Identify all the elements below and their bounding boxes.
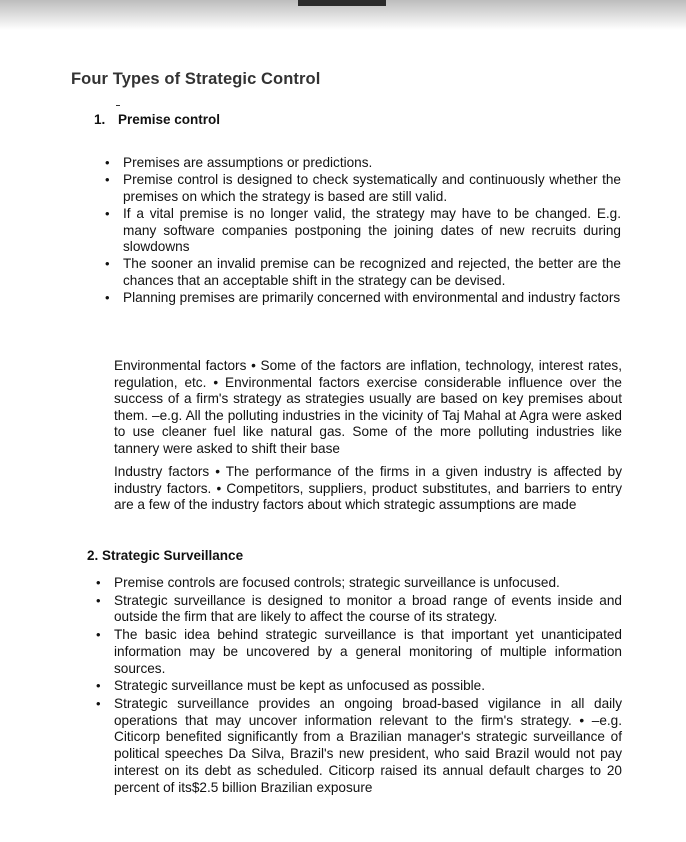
section-1-title: Premise control xyxy=(118,112,221,127)
list-item: • If a vital premise is no longer valid, the strategy may have to be changed. E.g. many software companies postponing the joining dates of new recruits during slowdowns xyxy=(105,205,621,255)
bullet-glyph: • xyxy=(105,256,110,272)
premise-control-bullets xyxy=(105,155,621,307)
bullet-glyph: • xyxy=(105,171,110,187)
bullet-glyph: • xyxy=(105,205,110,221)
list-item: • Premise control is designed to check systematically and continuously whether the premises on which the strategy is based are still valid. xyxy=(105,171,621,204)
list-item: • Premises are assumptions or predictions. xyxy=(105,155,373,170)
bullet-glyph: • xyxy=(105,290,110,306)
bullet-glyph: • xyxy=(96,592,101,608)
bullet-glyph: • xyxy=(96,678,101,694)
bullet-glyph: • xyxy=(96,626,101,642)
section-1-heading xyxy=(94,112,220,127)
bullet-glyph: • xyxy=(96,575,101,590)
stray-mark xyxy=(116,105,120,106)
list-item: • The basic idea behind strategic surveillance is that important yet unanticipated information may be uncovered by a general monitoring of multiple information sources. xyxy=(96,626,622,676)
section-2-heading: 2. Strategic Surveillance xyxy=(87,548,244,563)
list-item: • Strategic surveillance is designed to monitor a broad range of events inside and outside the firm that are likely to affect the course of its strategy. xyxy=(96,592,622,625)
document-title: Four Types of Strategic Control xyxy=(71,70,321,88)
list-item: • Strategic surveillance provides an ongoing broad-based vigilance in all daily operations that may uncover information relevant to the firm's strategy. • –e.g. Citicorp benefited significantly from a Brazilian manager's strategic surveillance of political speeches Da Silva, Brazil's new president, who said Brazil would not pay interest on its debt as scheduled. Citicorp raised its annual default charges to 20 percent of its$2.5 billion Brazilian exposure xyxy=(96,695,622,795)
list-item: • Strategic surveillance must be kept as unfocused as possible. xyxy=(96,678,486,694)
bullet-glyph: • xyxy=(105,155,110,170)
bullet-glyph: • xyxy=(96,695,101,711)
environmental-factors-paragraph: Environmental factors • Some of the factors are inflation, technology, interest rates, regulation, etc. • Environmental factors exercise considerable influence over the success of a firm's strategy as strategies usually are based on key premises about them. –e.g. All the polluting industries in the vicinity of Taj Mahal at Agra were asked to use cleaner fuel like natural gas. Some of the more polluting industries like tannery were asked to shift their base xyxy=(114,358,622,456)
list-item: • Planning premises are primarily concerned with environmental and industry factors xyxy=(105,290,621,306)
list-item: • The sooner an invalid premise can be recognized and rejected, the better are the chances that an acceptable shift in the strategy can be devised. xyxy=(105,256,621,289)
viewer-tab-handle[interactable] xyxy=(298,0,386,6)
section-1-number: 1. xyxy=(94,112,106,127)
industry-factors-paragraph: Industry factors • The performance of the firms in a given industry is affected by industry factors. • Competitors, suppliers, product substitutes, and barriers to entry are a few of the industry factors about which strategic assumptions are made xyxy=(114,464,622,513)
strategic-surveillance-bullets xyxy=(96,575,622,797)
list-item: • Premise controls are focused controls; strategic surveillance is unfocused. xyxy=(96,575,560,590)
